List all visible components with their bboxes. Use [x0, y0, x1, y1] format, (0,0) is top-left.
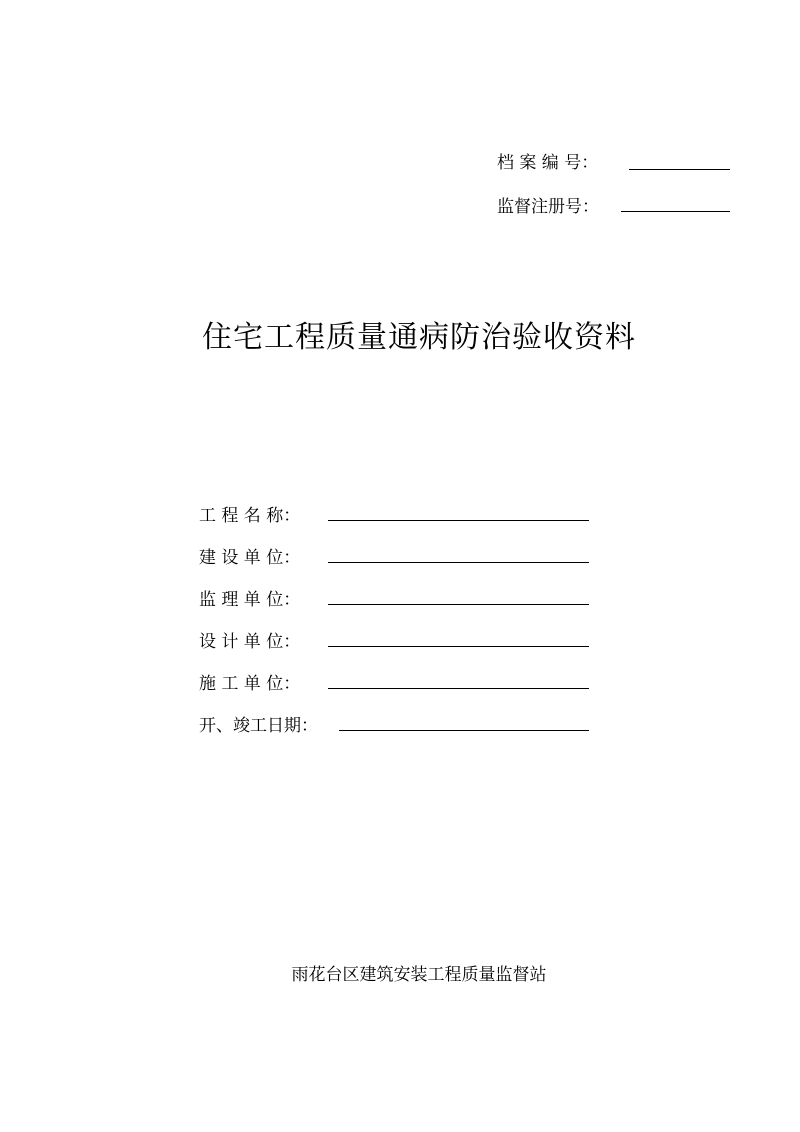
document-title: 住宅工程质量通病防治验收资料: [202, 320, 636, 355]
start-completion-date-field[interactable]: [339, 730, 589, 731]
archive-number-field[interactable]: [629, 169, 730, 170]
issuing-organization: 雨花台区建筑安装工程质量监督站: [291, 965, 547, 985]
supervision-registration-number-label: 监督注册号：: [497, 197, 599, 217]
project-name-field[interactable]: [328, 520, 589, 521]
supervision-unit-field[interactable]: [328, 604, 589, 605]
archive-number-label: 档 案 编 号：: [497, 153, 599, 173]
construction-unit-field[interactable]: [328, 562, 589, 563]
builder-unit-label: 施 工 单 位：: [199, 674, 301, 694]
supervision-unit-label: 监 理 单 位：: [199, 590, 301, 610]
supervision-registration-number-field[interactable]: [621, 211, 730, 212]
builder-unit-field[interactable]: [328, 688, 589, 689]
construction-unit-label: 建 设 单 位：: [199, 548, 301, 568]
design-unit-label: 设 计 单 位：: [199, 632, 301, 652]
start-completion-date-label: 开、竣工日期：: [199, 716, 318, 736]
project-name-label: 工 程 名 称：: [199, 506, 301, 526]
design-unit-field[interactable]: [328, 646, 589, 647]
